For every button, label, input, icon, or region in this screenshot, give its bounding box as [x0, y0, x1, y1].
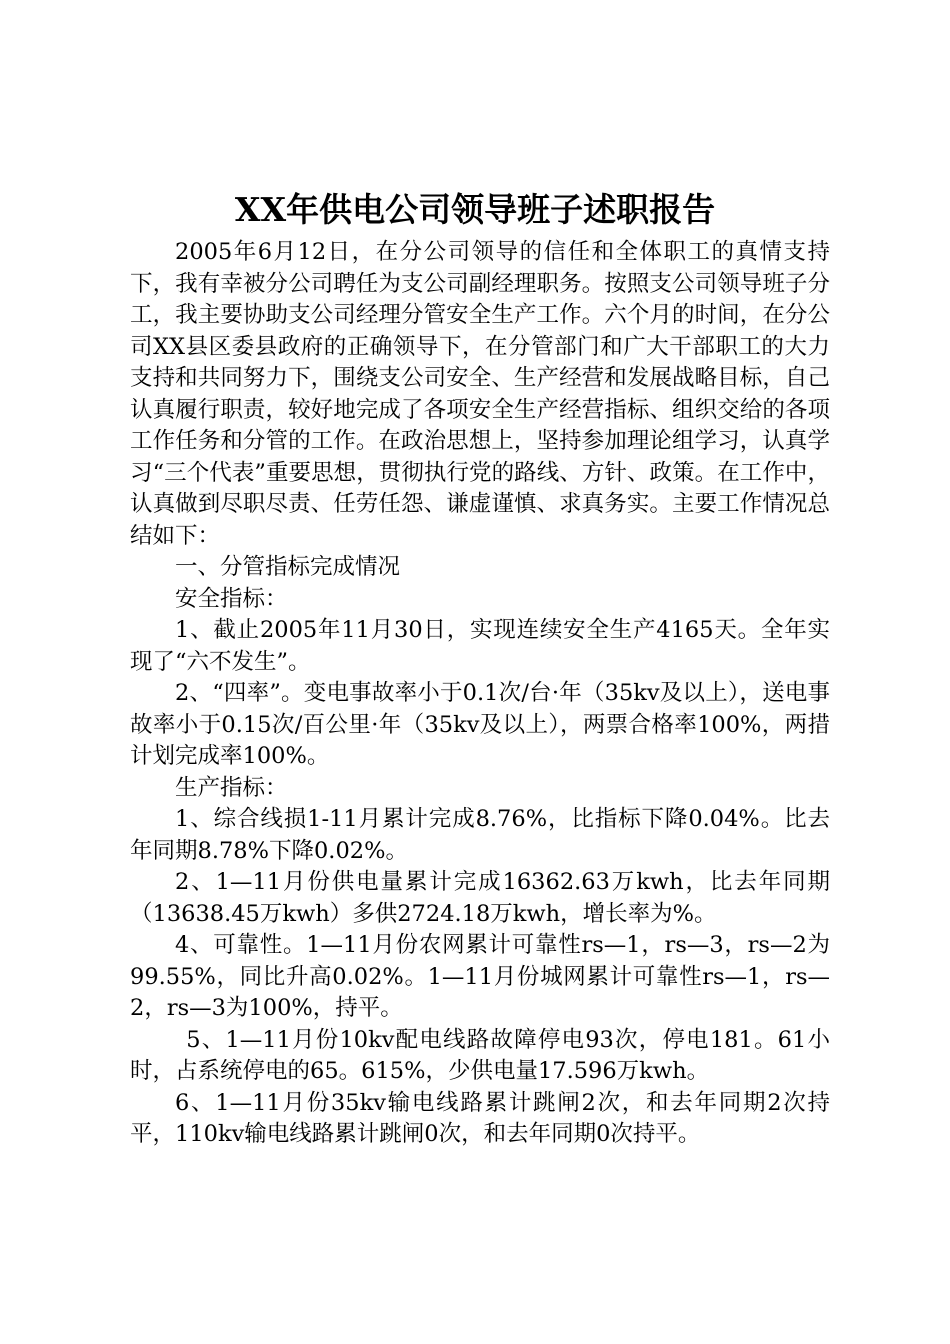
paragraph-production-1: 1、综合线损1-11月累计完成8.76%，比指标下降0.04%。比去年同期8.78%下降0.02%。	[130, 806, 830, 864]
paragraph-safety-2: 2、“四率”。变电事故率小于0.1次/台·年（35kv及以上），送电事故率小于0.15次/百公里·年（35kv及以上），两票合格率100%，两措计划完成率100%。	[130, 680, 830, 769]
subheading-production: 生产指标：	[175, 774, 288, 801]
subheading-safety: 安全指标：	[175, 585, 288, 612]
paragraph-intro: 2005年6月12日，在分公司领导的信任和全体职工的真情支持下，我有幸被分公司聘任为支公司副经理职务。按照支公司领导班子分工，我主要协助支公司经理分管安全生产工作。六个月的时间，在分公司XX县区委县政府的正确领导下，在分管部门和广大干部职工的大力支持和共同努力下，围绕支公司安全、生产经营和发展战略目标，自己认真履行职责，较好地完成了各项安全生产经营指标、组织交给的各项工作任务和分管的工作。在政治思想上，坚持参加理论组学习，认真学习“三个代表”重要思想，贯彻执行党的路线、方针、政策。在工作中，认真做到尽职尽责、任劳任怨、谦虚谨慎、求真务实。主要工作情况总结如下：	[130, 239, 830, 549]
document-body	[130, 237, 830, 1151]
section-heading: 一、分管指标完成情况	[175, 554, 401, 580]
paragraph-safety-1: 1、截止2005年11月30日，实现连续安全生产4165天。全年实现了“六不发生”。	[130, 617, 830, 675]
paragraph-production-6: 6、1—11月份35kv输电线路累计跳闸2次，和去年同期2次持平，110kv输电线路累计跳闸0次，和去年同期0次持平。	[130, 1089, 830, 1147]
paragraph-production-5: 5、1—11月份10kv配电线路故障停电93次，停电181。61小时，占系统停电的65。615%，少供电量17.596万kwh。	[130, 1026, 830, 1084]
paragraph-production-2: 2、1—11月份供电量累计完成16362.63万kwh，比去年同期（13638.45万kwh）多供2724.18万kwh，增长率为%。	[130, 869, 830, 927]
document-title: XX年供电公司领导班子述职报告	[234, 190, 716, 229]
paragraph-production-4: 4、可靠性。1—11月份农网累计可靠性rs—1，rs—3，rs—2为99.55%，同比升高0.02%。1—11月份城网累计可靠性rs—1，rs—2，rs—3为100%，持平。	[130, 932, 830, 1021]
